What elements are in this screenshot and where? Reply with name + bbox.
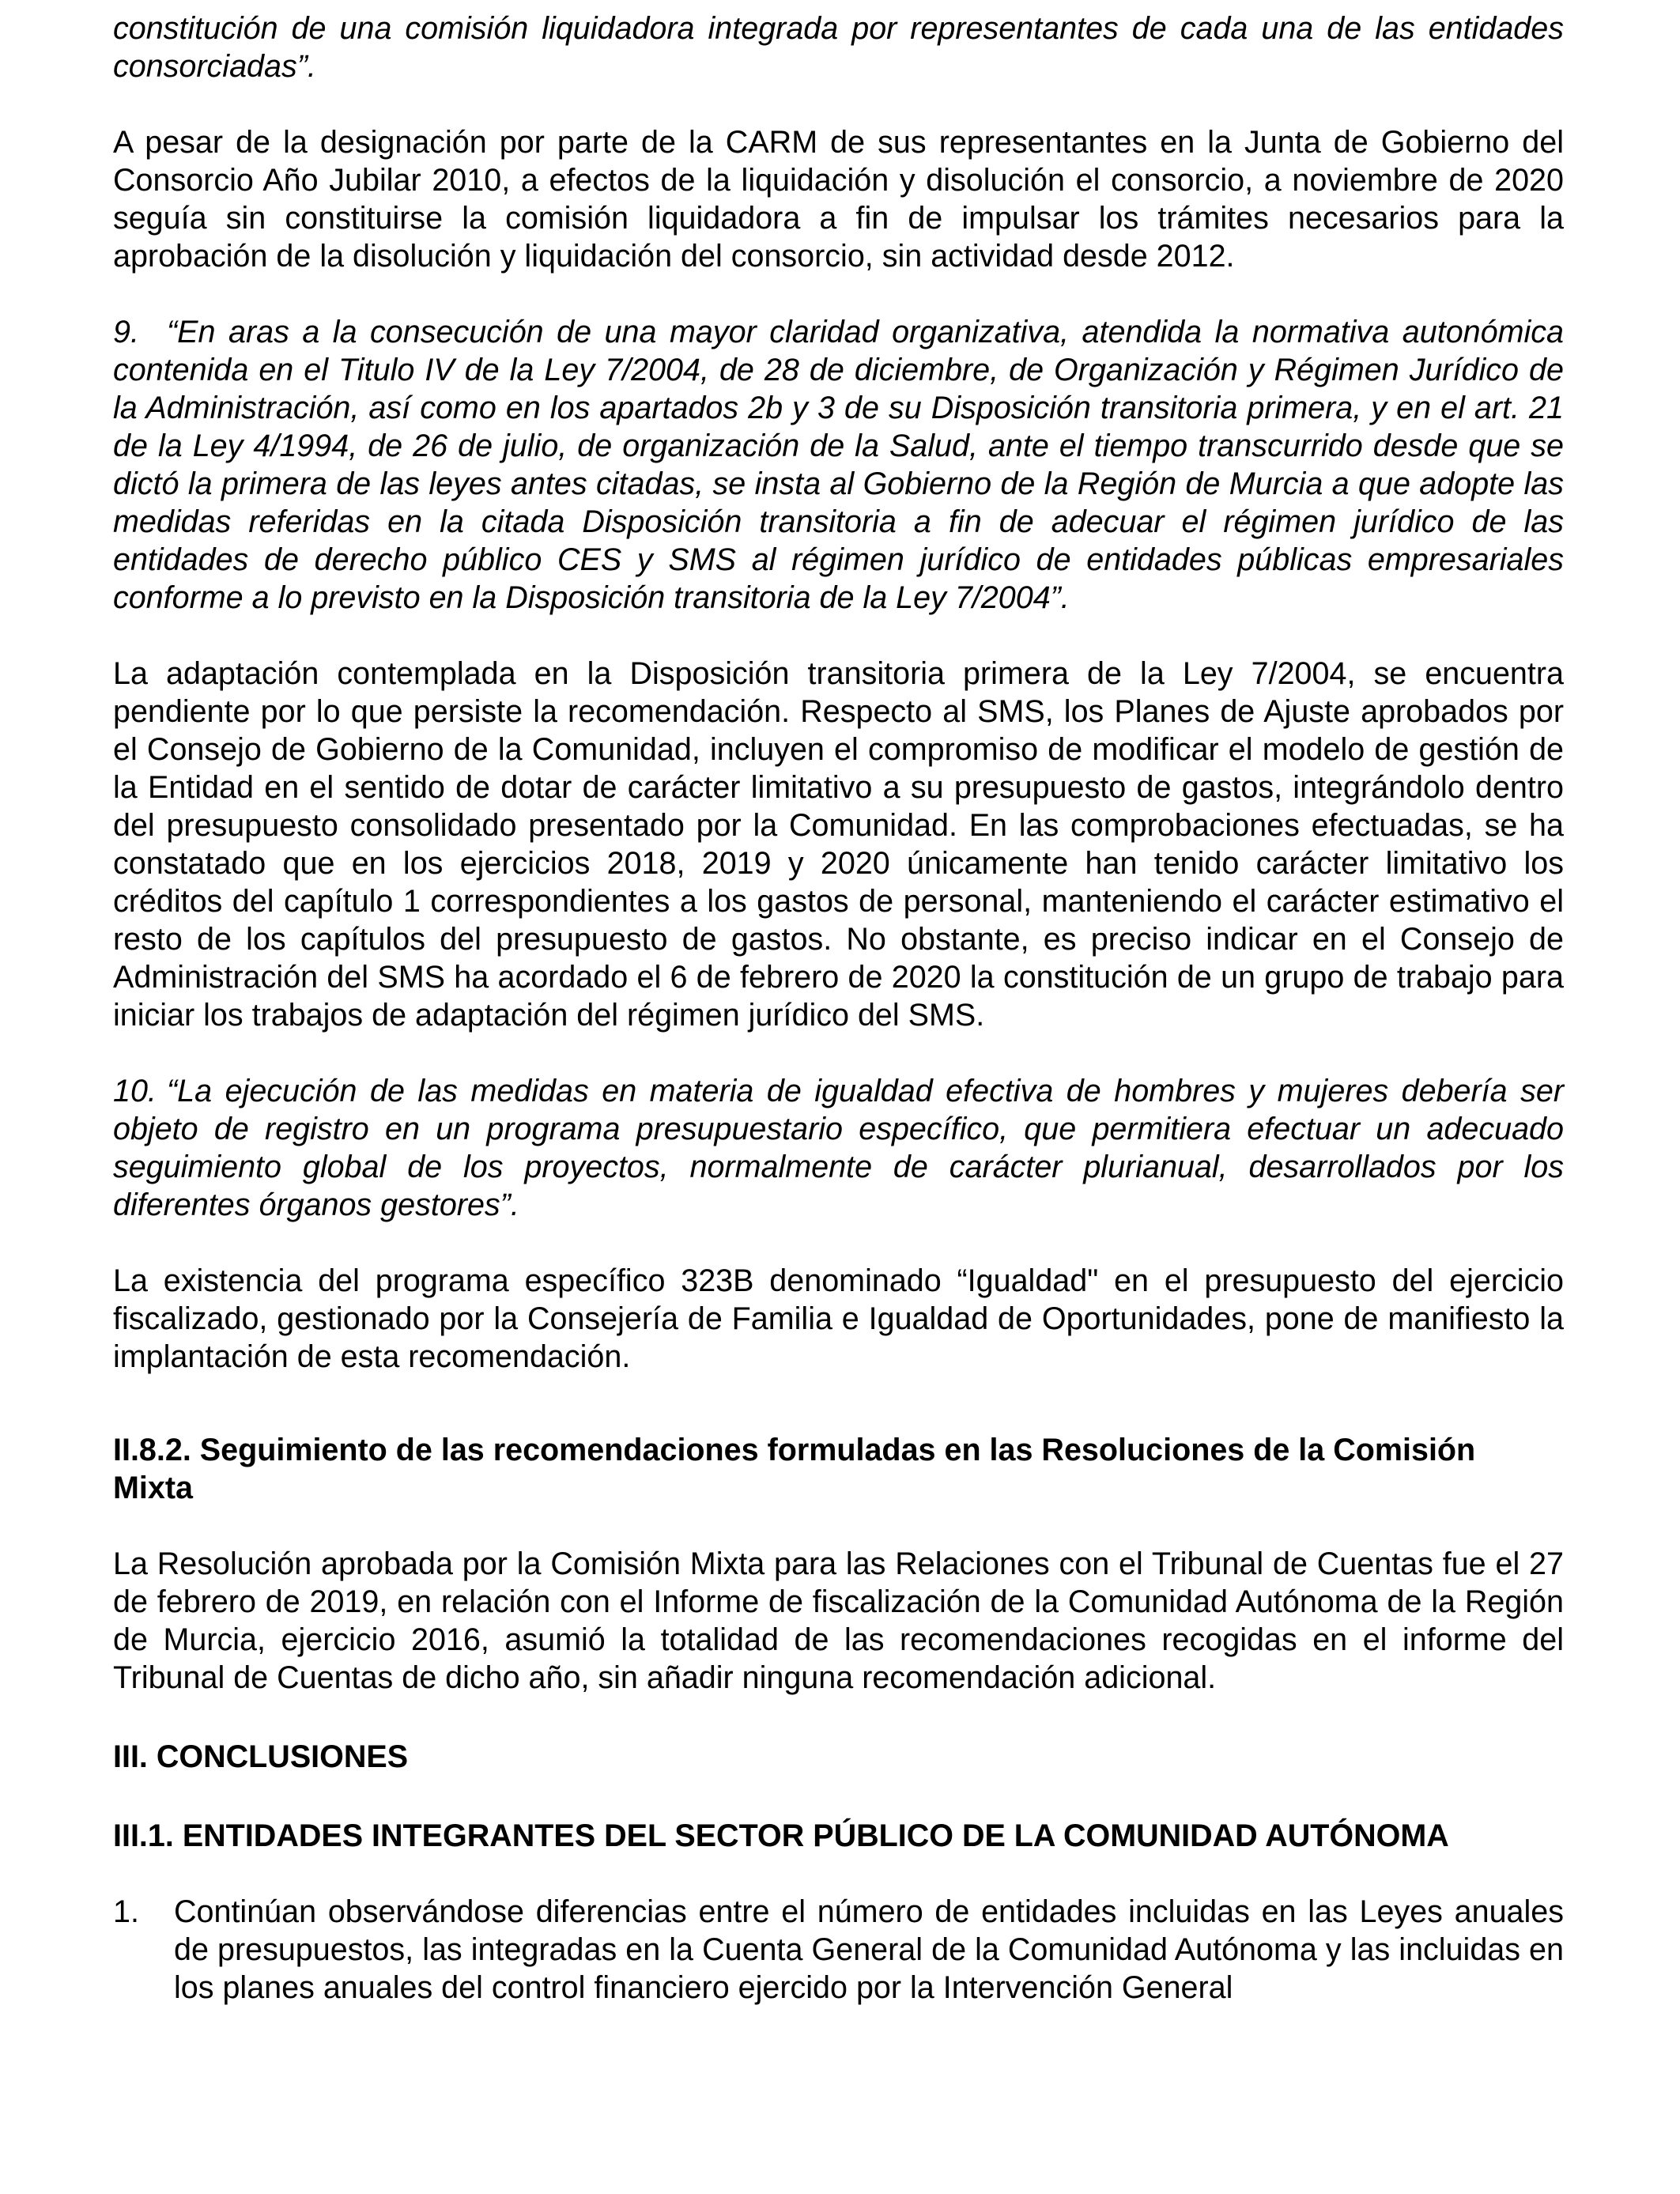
conclusion-item-1 <box>113 1893 1564 2007</box>
recommendation-10-text: “La ejecución de las medidas en materia de igualdad efectiva de hombres y mujeres debería ser objeto de registro en un programa presupuestario específico, que permitiera efectuar un adecuado seguimiento global de los proyectos, normalmente de carácter plurianual, desarrollados por los diferentes órganos gestores”. <box>113 1074 1564 1222</box>
document-page <box>113 9 1564 2007</box>
paragraph-carm-designation: A pesar de la designación por parte de la CARM de sus representantes en la Junta de Gobierno del Consorcio Año Jubilar 2010, a efectos de la liquidación y disolución el consorcio, a noviembre de 2020 seguía sin constituirse la comisión liquidadora a fin de impulsar los trámites necesarios para la aprobación de la disolución y liquidación del consorcio, sin actividad desde 2012. <box>113 125 1564 274</box>
conclusion-item-1-text: Continúan observándose diferencias entre el número de entidades incluidas en las Leyes anuales de presupuestos, las integradas en la Cuenta General de la Comunidad Autónoma y las incluidas en los planes anuales del control financiero ejercido por la Intervención General <box>174 1894 1564 2005</box>
section-heading-iii-1: III.1. ENTIDADES INTEGRANTES DEL SECTOR PÚBLICO DE LA COMUNIDAD AUTÓNOMA <box>113 1818 1449 1853</box>
section-heading-conclusiones: III. CONCLUSIONES <box>113 1739 409 1774</box>
recommendation-9 <box>113 313 1564 617</box>
paragraph-igualdad-program: La existencia del programa específico 323B denominado “Igualdad" en el presupuesto del ejercicio fiscalizado, gestionado por la Consejería de Familia e Igualdad de Oportunidades, pone de manifiesto la implantación de esta recomendación. <box>113 1263 1564 1374</box>
recommendation-10 <box>113 1072 1564 1224</box>
section-heading-ii-8-2: II.8.2. Seguimiento de las recomendaciones formuladas en las Resoluciones de la Comisión Mixta <box>113 1433 1476 1505</box>
paragraph-comision-mixta-resolution: La Resolución aprobada por la Comisión Mixta para las Relaciones con el Tribunal de Cuentas fue el 27 de febrero de 2019, en relación con el Informe de fiscalización de la Comunidad Autónoma de la Región de Murcia, ejercicio 2016, asumió la totalidad de las recomendaciones recogidas en el informe del Tribunal de Cuentas de dicho año, sin añadir ninguna recomendación adicional. <box>113 1546 1564 1695</box>
paragraph-adaptation: La adaptación contemplada en la Disposición transitoria primera de la Ley 7/2004, se encuentra pendiente por lo que persiste la recomendación. Respecto al SMS, los Planes de Ajuste aprobados por el Consejo de Gobierno de la Comunidad, incluyen el compromiso de modificar el modelo de gestión de la Entidad en el sentido de dotar de carácter limitativo a su presupuesto de gastos, integrándolo dentro del presupuesto consolidado presentado por la Comunidad. En las comprobaciones efectuadas, se ha constatado que en los ejercicios 2018, 2019 y 2020 únicamente han tenido carácter limitativo los créditos del capítulo 1 correspondientes a los gastos de personal, manteniendo el carácter estimativo el resto de los capítulos del presupuesto de gastos. No obstante, es preciso indicar en el Consejo de Administración del SMS ha acordado el 6 de febrero de 2020 la constitución de un grupo de trabajo para iniciar los trabajos de adaptación del régimen jurídico del SMS. <box>113 656 1564 1033</box>
paragraph-commission-quote: constitución de una comisión liquidadora integrada por representantes de cada una de las entidades consorciadas”. <box>113 11 1564 84</box>
recommendation-9-number: 9. <box>113 315 139 349</box>
recommendation-10-number: 10. <box>113 1074 157 1108</box>
conclusion-item-1-number: 1. <box>113 1894 139 1929</box>
recommendation-9-text: “En aras a la consecución de una mayor claridad organizativa, atendida la normativa autonómica contenida en el Titulo IV de la Ley 7/2004, de 28 de diciembre, de Organización y Régimen Jurídico de la Administración, así como en los apartados 2b y 3 de su Disposición transitoria primera, y en el art. 21 de la Ley 4/1994, de 26 de julio, de organización de la Salud, ante el tiempo transcurrido desde que se dictó la primera de las leyes antes citadas, se insta al Gobierno de la Región de Murcia a que adopte las medidas referidas en la citada Disposición transitoria a fin de adecuar el régimen jurídico de las entidades de derecho público CES y SMS al régimen jurídico de entidades públicas empresariales conforme a lo previsto en la Disposición transitoria de la Ley 7/2004”. <box>113 315 1564 615</box>
